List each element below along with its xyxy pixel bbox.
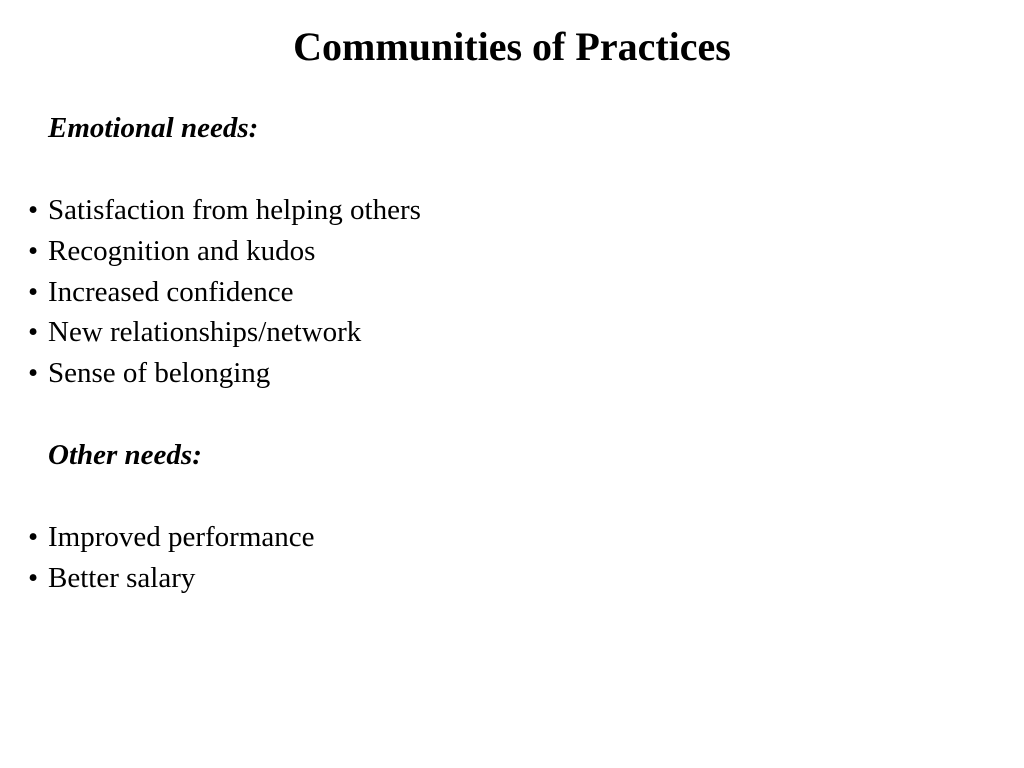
bullet-icon: • xyxy=(28,357,39,390)
list-item xyxy=(28,558,315,599)
list-item xyxy=(28,353,421,394)
bullet-icon: • xyxy=(28,194,39,226)
list-item-text: New relationships/network xyxy=(48,316,362,349)
bullet-icon: • xyxy=(28,521,39,553)
bullet-icon: • xyxy=(28,316,39,349)
list-item-text: Sense of belonging xyxy=(48,357,271,390)
bullet-icon: • xyxy=(28,561,39,594)
list-item-text: Increased confidence xyxy=(48,275,294,308)
list-item-text: Better salary xyxy=(48,561,196,594)
list-item xyxy=(28,190,421,231)
list-item xyxy=(28,231,421,272)
bullet-list-emotional-needs xyxy=(28,190,421,394)
list-item-text: Recognition and kudos xyxy=(48,234,316,267)
list-item xyxy=(28,517,315,558)
section-heading-other-needs: Other needs: xyxy=(48,439,202,471)
list-item-text: Improved performance xyxy=(48,521,315,553)
slide-title: Communities of Practices xyxy=(293,24,731,69)
bullet-icon: • xyxy=(28,275,39,308)
list-item xyxy=(28,272,421,313)
list-item xyxy=(28,312,421,353)
list-item-text: Satisfaction from helping others xyxy=(48,194,421,226)
bullet-list-other-needs xyxy=(28,517,315,599)
bullet-icon: • xyxy=(28,234,39,267)
section-heading-emotional-needs: Emotional needs: xyxy=(48,112,259,144)
